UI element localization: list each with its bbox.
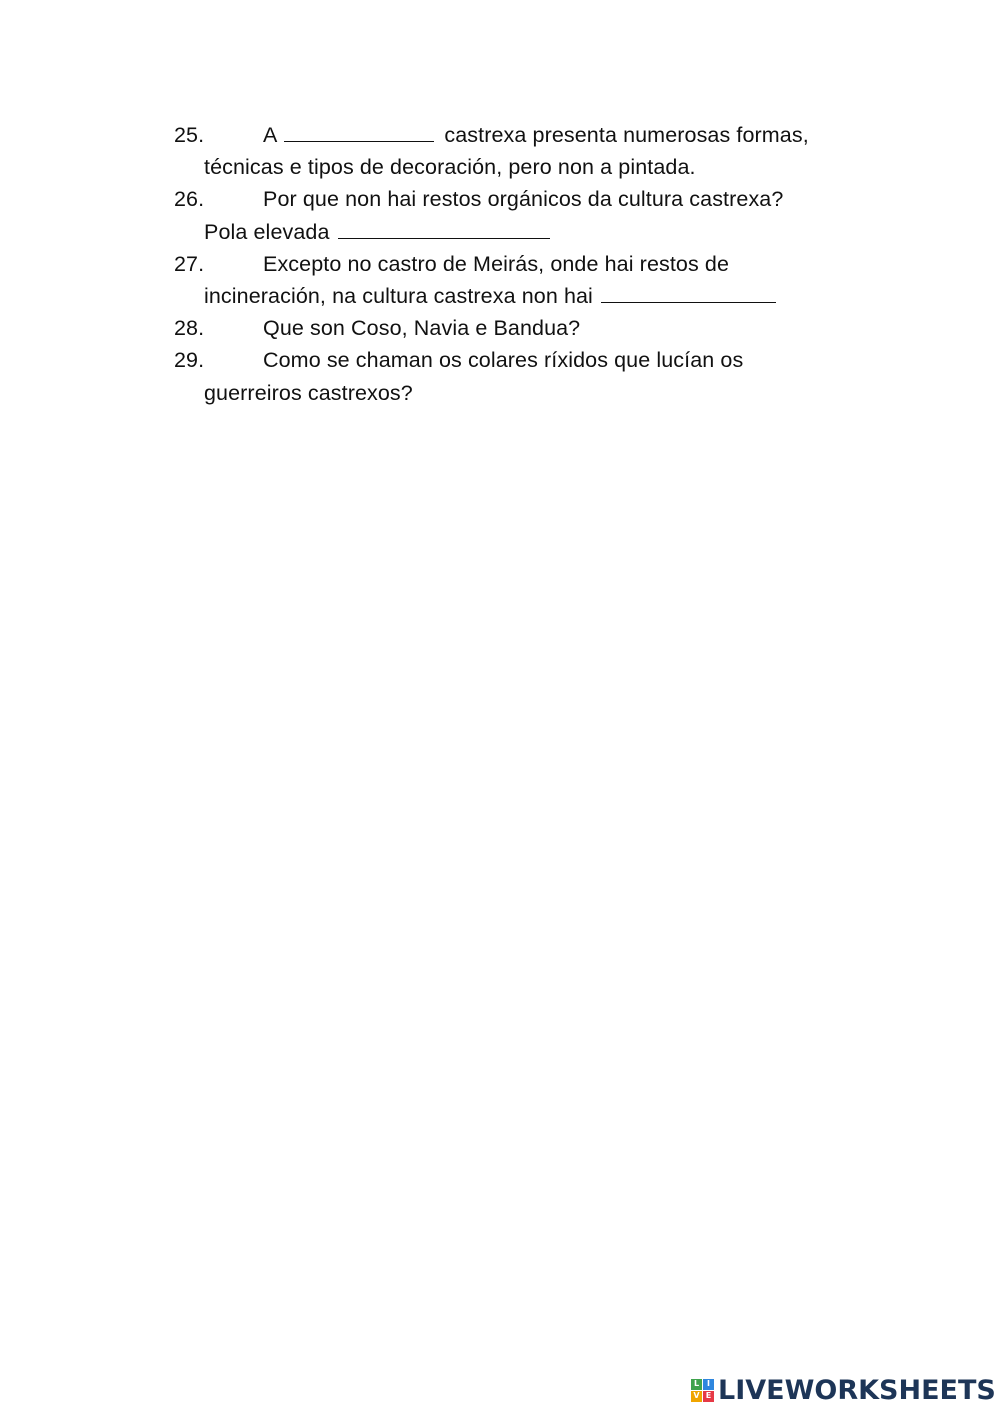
question-number: 28.	[174, 316, 205, 341]
question-number: 29.	[174, 348, 205, 373]
question-number: 27.	[174, 251, 205, 276]
badge-letter: E	[703, 1391, 714, 1402]
question-29-line-1	[174, 344, 854, 376]
liveworksheets-logo	[691, 1374, 996, 1406]
question-26-line-2	[174, 216, 854, 248]
live-badge-icon	[691, 1379, 714, 1402]
question-25-line-1	[174, 119, 854, 151]
answer-blank-27[interactable]	[601, 280, 776, 303]
question-list	[174, 119, 854, 409]
question-text: A	[263, 123, 283, 147]
question-27-line-2	[174, 280, 854, 312]
question-text: guerreiros castrexos?	[204, 380, 413, 405]
badge-letter: L	[691, 1379, 702, 1390]
question-text: incineración, na cultura castrexa non hai	[204, 283, 600, 308]
question-25-line-2	[174, 151, 854, 183]
question-text: técnicas e tipos de decoración, pero non a pintada.	[204, 155, 696, 180]
question-text: castrexa presenta numerosas formas,	[438, 123, 809, 147]
question-number: 26.	[174, 187, 205, 212]
question-text: Que son Coso, Navia e Bandua?	[263, 316, 581, 341]
question-28-line-1	[174, 312, 854, 344]
answer-blank-25[interactable]	[284, 119, 434, 142]
question-text: Pola elevada	[204, 219, 336, 244]
badge-letter: I	[703, 1379, 714, 1390]
question-number: 25.	[174, 123, 205, 147]
question-26-line-1	[174, 183, 854, 215]
logo-text: LIVEWORKSHEETS	[718, 1374, 996, 1406]
badge-letter: V	[691, 1391, 702, 1402]
question-text: Como se chaman os colares ríxidos que lucían os	[263, 348, 744, 373]
answer-blank-26[interactable]	[338, 216, 550, 239]
question-text: Por que non hai restos orgánicos da cultura castrexa?	[263, 187, 784, 212]
question-29-line-2	[174, 377, 854, 409]
question-text: Excepto no castro de Meirás, onde hai restos de	[263, 251, 730, 276]
question-27-line-1	[174, 248, 854, 280]
